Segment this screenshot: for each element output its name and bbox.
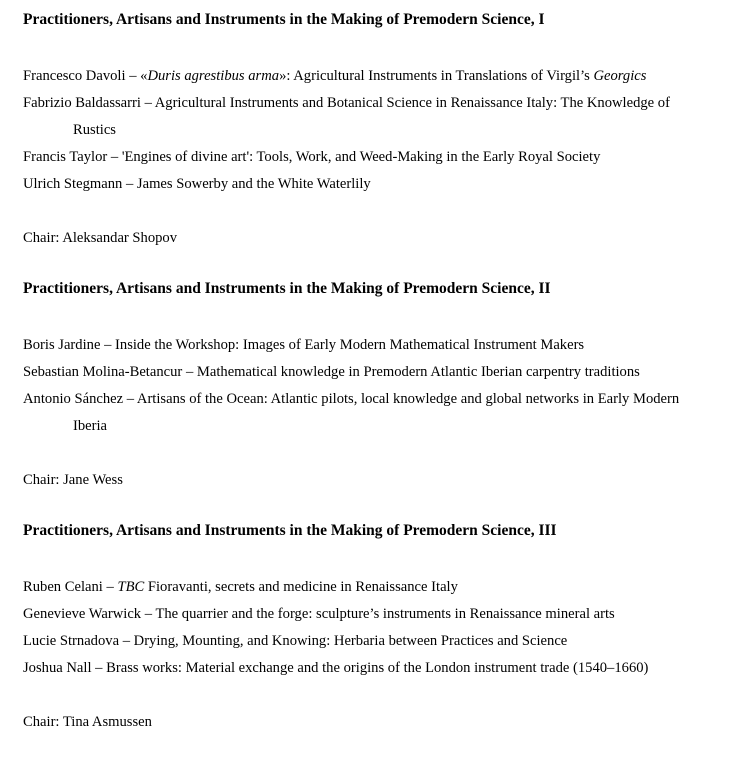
talk-title: 'Engines of divine art': Tools, Work, and Weed-Making in the Early Royal Society <box>121 149 601 165</box>
talk-title-italic: Duris agrestibus arma <box>147 68 280 84</box>
session-title: Practitioners, Artisans and Instruments in the Making of Premodern Science, I <box>23 11 545 28</box>
session-2 <box>23 279 733 494</box>
speaker-name: Ruben Celani <box>23 579 103 595</box>
dash-separator: – <box>144 95 152 111</box>
talk-list <box>23 63 733 198</box>
dash-separator: – <box>126 391 135 407</box>
session-chair: Chair: Tina Asmussen <box>23 714 152 730</box>
talk-item <box>23 63 708 90</box>
talk-title-prefix: « <box>140 68 148 84</box>
speaker-name: Francis Taylor <box>23 149 108 165</box>
talk-item <box>23 574 708 601</box>
talk-title-middle: »: Agricultural Instruments in Translations of Virgil’s <box>279 68 594 84</box>
dash-separator: – <box>104 337 112 353</box>
session-3 <box>23 521 733 736</box>
talk-item <box>23 655 708 682</box>
talk-title: Inside the Workshop: Images of Early Modern Mathematical Instrument Makers <box>115 337 585 353</box>
talk-list <box>23 332 733 440</box>
talk-title: Fioravanti, secrets and medicine in Renaissance Italy <box>144 579 458 595</box>
talk-item <box>23 359 708 386</box>
talk-title: James Sowerby and the White Waterlily <box>136 176 371 192</box>
talk-title-italic-2: Georgics <box>593 68 647 84</box>
talk-item <box>23 171 708 198</box>
session-chair: Chair: Aleksandar Shopov <box>23 230 178 246</box>
talk-item <box>23 332 708 359</box>
talk-title: Mathematical knowledge in Premodern Atlantic Iberian carpentry traditions <box>196 364 640 380</box>
speaker-name: Joshua Nall <box>23 660 92 676</box>
talk-title: Agricultural Instruments and Botanical Science in Renaissance Italy: The Knowledge of Rustics <box>73 95 670 138</box>
session-title: Practitioners, Artisans and Instruments in the Making of Premodern Science, II <box>23 280 551 297</box>
speaker-name: Ulrich Stegmann <box>23 176 123 192</box>
dash-separator: – <box>106 579 114 595</box>
speaker-name: Boris Jardine <box>23 337 101 353</box>
session-chair: Chair: Jane Wess <box>23 472 123 488</box>
speaker-name: Francesco Davoli <box>23 68 126 84</box>
talk-item <box>23 144 708 171</box>
dash-separator: – <box>185 364 194 380</box>
talk-title: Brass works: Material exchange and the origins of the London instrument trade (1540–1660) <box>106 660 649 676</box>
talk-title: The quarrier and the forge: sculpture’s instruments in Renaissance mineral arts <box>155 606 615 622</box>
dash-separator: – <box>129 68 137 84</box>
dash-separator: – <box>125 176 134 192</box>
talk-title: Artisans of the Ocean: Atlantic pilots, local knowledge and global networks in Early Modern Iberia <box>73 391 680 434</box>
dash-separator: – <box>144 606 153 622</box>
talk-list <box>23 574 733 682</box>
talk-item <box>23 601 708 628</box>
speaker-name: Genevieve Warwick <box>23 606 142 622</box>
dash-separator: – <box>95 660 103 676</box>
dash-separator: – <box>122 633 130 649</box>
speaker-name: Lucie Strnadova <box>23 633 120 649</box>
session-title: Practitioners, Artisans and Instruments in the Making of Premodern Science, III <box>23 522 557 539</box>
session-1 <box>23 10 733 252</box>
speaker-name: Sebastian Molina-Betancur <box>23 364 183 380</box>
speaker-name: Antonio Sánchez <box>23 391 124 407</box>
talk-item <box>23 628 708 655</box>
speaker-name: Fabrizio Baldassarri <box>23 95 141 111</box>
talk-item <box>23 90 708 144</box>
talk-title-italic: TBC <box>117 579 145 595</box>
talk-item <box>23 386 708 440</box>
talk-title: Drying, Mounting, and Knowing: Herbaria between Practices and Science <box>133 633 568 649</box>
dash-separator: – <box>110 149 119 165</box>
